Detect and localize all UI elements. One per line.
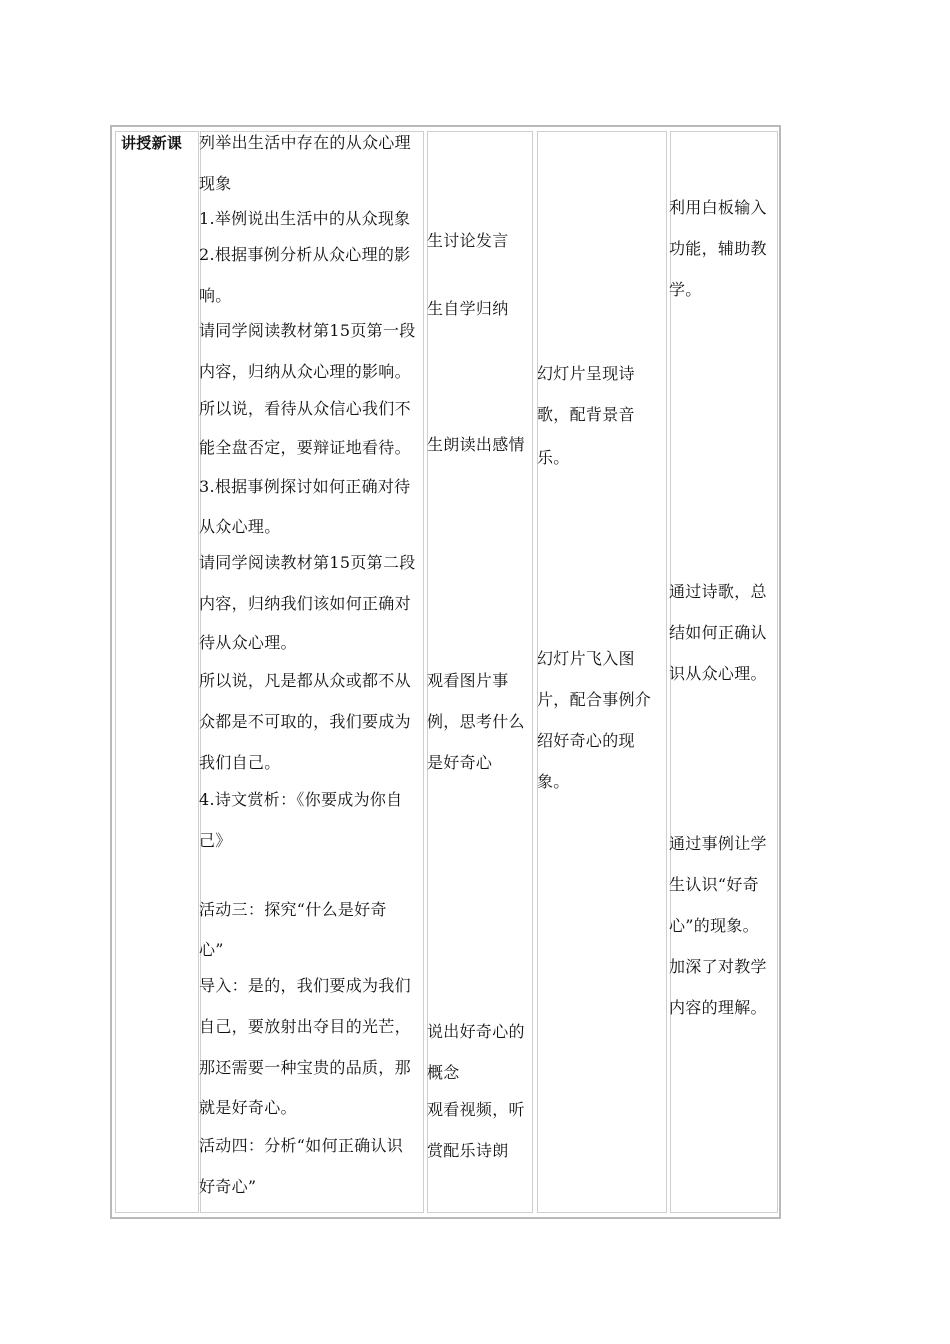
intent-line: 识从众心理。	[669, 664, 767, 683]
student-line: 概念	[427, 1063, 460, 1082]
media-column	[537, 131, 667, 1213]
intent-line: 学。	[669, 280, 702, 299]
intent-line: 加深了对教学	[669, 957, 767, 976]
intent-line: 通过事例让学	[669, 834, 767, 853]
student-line: 生自学归纳	[427, 299, 509, 318]
student-line: 生朗读出感情	[427, 435, 525, 454]
content-line: 内容，归纳从众心理的影响。	[199, 362, 411, 381]
content-line: 自己，要放射出夺目的光芒，	[199, 1017, 411, 1036]
intent-line: 结如何正确认	[669, 623, 767, 642]
content-line: 能全盘否定，要辩证地看待。	[199, 438, 411, 457]
intent-line: 内容的理解。	[669, 998, 767, 1017]
student-line: 赏配乐诗朗	[427, 1141, 509, 1160]
intent-line: 利用白板输入	[669, 198, 767, 217]
student-line: 例，思考什么	[427, 712, 525, 731]
intent-line: 心”的现象。	[669, 916, 759, 935]
content-line: 待从众心理。	[199, 633, 297, 652]
intent-line: 生认识“好奇	[669, 875, 759, 894]
content-line: 1.举例说出生活中的从众现象	[199, 209, 411, 228]
student-line: 观看图片事	[427, 671, 509, 690]
section-column	[115, 131, 199, 1213]
student-line: 观看视频，听	[427, 1100, 525, 1119]
content-line: 所以说，凡是都从众或都不从	[199, 671, 411, 690]
media-line: 片，配合事例介	[537, 690, 652, 709]
content-line: 心”	[199, 940, 224, 959]
content-line: 所以说，看待从众信心我们不	[199, 399, 411, 418]
media-line: 幻灯片呈现诗	[537, 364, 635, 383]
content-line: 4.诗文赏析：《你要成为你自	[199, 790, 403, 809]
content-line: 活动三：探究“什么是好奇	[199, 900, 387, 919]
content-line: 现象	[199, 174, 232, 193]
content-line: 3.根据事例探讨如何正确对待	[199, 477, 411, 496]
student-line: 说出好奇心的	[427, 1022, 525, 1041]
content-line: 列举出生活中存在的从众心理	[199, 133, 411, 152]
content-line: 己》	[199, 831, 232, 850]
content-line: 请同学阅读教材第15页第一段	[199, 321, 416, 340]
media-line: 幻灯片飞入图	[537, 649, 635, 668]
media-line: 歌，配背景音	[537, 405, 635, 424]
content-line: 好奇心”	[199, 1177, 257, 1196]
content-line: 内容，归纳我们该如何正确对	[199, 594, 411, 613]
content-line: 活动四：分析“如何正确认识	[199, 1136, 404, 1155]
media-line: 绍好奇心的现	[537, 731, 635, 750]
content-line: 2.根据事例分析从众心理的影	[199, 245, 411, 264]
content-line: 请同学阅读教材第15页第二段	[199, 553, 416, 572]
content-line: 那还需要一种宝贵的品质，那	[199, 1058, 411, 1077]
content-line: 响。	[199, 286, 232, 305]
content-line: 从众心理。	[199, 517, 281, 536]
student-line: 是好奇心	[427, 753, 493, 772]
media-line: 乐。	[537, 448, 570, 467]
intent-line: 功能，辅助教	[669, 239, 767, 258]
content-line: 我们自己。	[199, 753, 281, 772]
intent-line: 通过诗歌，总	[669, 582, 767, 601]
content-line: 就是好奇心。	[199, 1098, 297, 1117]
content-line: 众都是不可取的，我们要成为	[199, 712, 411, 731]
content-line: 导入：是的，我们要成为我们	[199, 976, 411, 995]
section-label: 讲授新课	[121, 134, 183, 152]
student-line: 生讨论发言	[427, 231, 509, 250]
media-line: 象。	[537, 772, 570, 791]
